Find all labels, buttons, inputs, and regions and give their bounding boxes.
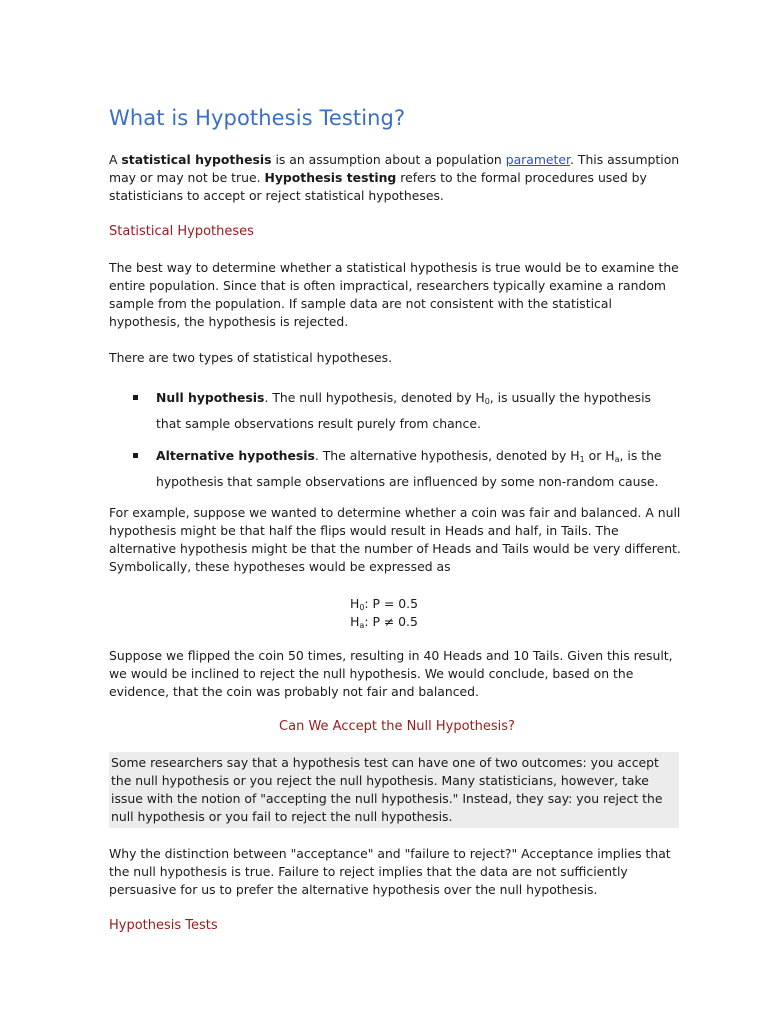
page-title: What is Hypothesis Testing?: [109, 106, 406, 130]
callout-text: Some researchers say that a hypothesis test can have one of two outcomes: you accept the null hypothesis or you reject the null hypothesis. Many statisticians, however, take issue with the notion of "accepting the null hypothesis." Instead, they say: you reject the null hypothesis or you fail to reject the null hypothesis.: [111, 755, 663, 824]
subscript-a: a: [614, 455, 620, 464]
eq-subscript-0: 0: [359, 603, 365, 612]
eq-h: H: [350, 596, 360, 611]
paragraph-distinction: Why the distinction between "acceptance" and "failure to reject?" Acceptance implies that the null hypothesis is true. Failure to reject implies that the data are not sufficiently persuasive for us to prefer the alternative hypothesis over the null hypothesis.: [109, 846, 671, 897]
paragraph-two-types: There are two types of statistical hypotheses.: [109, 350, 393, 365]
bullet-icon: [133, 453, 138, 458]
section-heading-statistical-hypotheses: Statistical Hypotheses: [109, 224, 254, 239]
term-null-hypothesis: Null hypothesis: [156, 390, 265, 405]
eq-alt-rest: : P ≠ 0.5: [364, 614, 418, 629]
intro-paragraph: [109, 151, 685, 205]
alt-text-2: or H: [584, 448, 615, 463]
intro-text-3: . This assumption may or may not be true.: [109, 152, 680, 185]
paragraph-coin-example: For example, suppose we wanted to determine whether a coin was fair and balanced. A null hypothesis might be that half the flips would result in Heads and half, in Tails. The alternative hypothesis might be that the number of Heads and Tails would be very different. Symbolically, these hypotheses would be expressed as: [109, 505, 681, 574]
subscript-0: 0: [484, 397, 490, 406]
paragraph-coin-result: Suppose we flipped the coin 50 times, resulting in 40 Heads and 10 Tails. Given this result, we would be inclined to reject the null hypothesis. We would conclude, based on the evidence, that the coin was probably not fair and balanced.: [109, 648, 673, 699]
section-heading-hypothesis-tests: Hypothesis Tests: [109, 918, 218, 933]
term-statistical-hypothesis: statistical hypothesis: [121, 152, 272, 167]
section-heading-accept-null: Can We Accept the Null Hypothesis?: [279, 719, 515, 734]
parameter-link[interactable]: parameter: [505, 152, 570, 167]
alt-text-3: , is the hypothesis that sample observations are influenced by some non-random cause.: [156, 448, 662, 489]
intro-text-2: is an assumption about a population: [271, 152, 506, 167]
null-text-1: . The null hypothesis, denoted by H: [264, 390, 485, 405]
list-item-null-hypothesis: [133, 387, 678, 435]
bullet-icon: [133, 395, 138, 400]
eq-subscript-a: a: [359, 621, 365, 630]
eq-h: H: [350, 614, 360, 629]
list-item-alternative-hypothesis: [133, 445, 678, 493]
subscript-1: 1: [579, 455, 585, 464]
equation-alternative: [0, 612, 768, 635]
null-text-2: , is usually the hypothesis that sample observations result purely from chance.: [156, 390, 651, 431]
intro-text-1: A: [109, 152, 122, 167]
paragraph-best-way: The best way to determine whether a statistical hypothesis is true would be to examine the entire population. Since that is often impractical, researchers typically examine a random sample from the population. If sample data are not consistent with the statistical hypothesis, the hypothesis is rejected.: [109, 260, 679, 329]
term-hypothesis-testing: Hypothesis testing: [264, 170, 397, 185]
eq-null-rest: : P = 0.5: [364, 596, 418, 611]
shaded-callout: [109, 752, 679, 828]
alt-text-1: . The alternative hypothesis, denoted by H: [314, 448, 580, 463]
term-alternative-hypothesis: Alternative hypothesis: [156, 448, 315, 463]
intro-text-4: refers to the formal procedures used by statisticians to accept or reject statistical hypotheses.: [109, 170, 647, 203]
